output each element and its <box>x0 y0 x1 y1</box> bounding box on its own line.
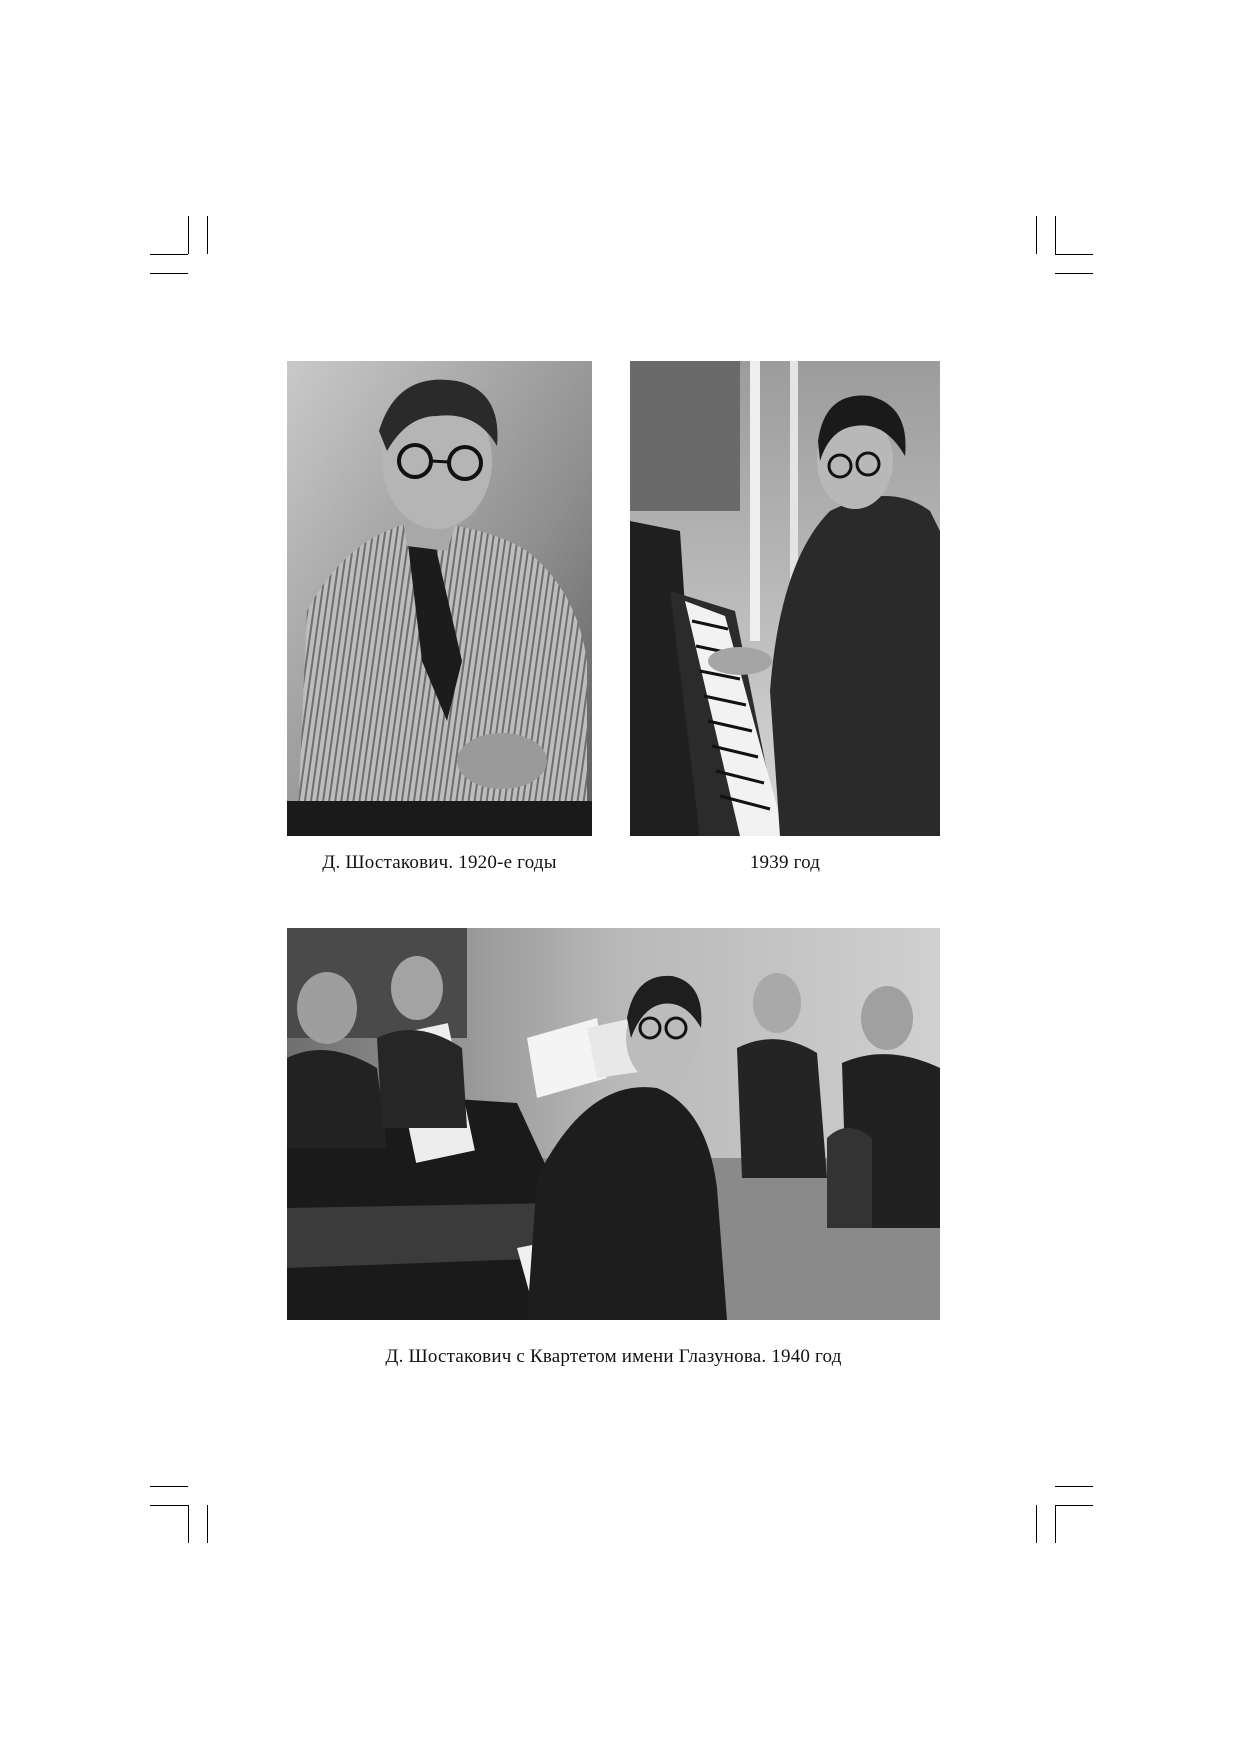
portrait-caption: Д. Шостакович. 1920-е годы <box>322 852 557 873</box>
portrait-photo <box>287 361 592 836</box>
quartet-caption: Д. Шостакович с Квартетом имени Глазунова. 1940 год <box>385 1346 842 1367</box>
piano-photo <box>630 361 940 836</box>
piano-caption: 1939 год <box>749 852 821 873</box>
quartet-photo <box>287 928 940 1320</box>
